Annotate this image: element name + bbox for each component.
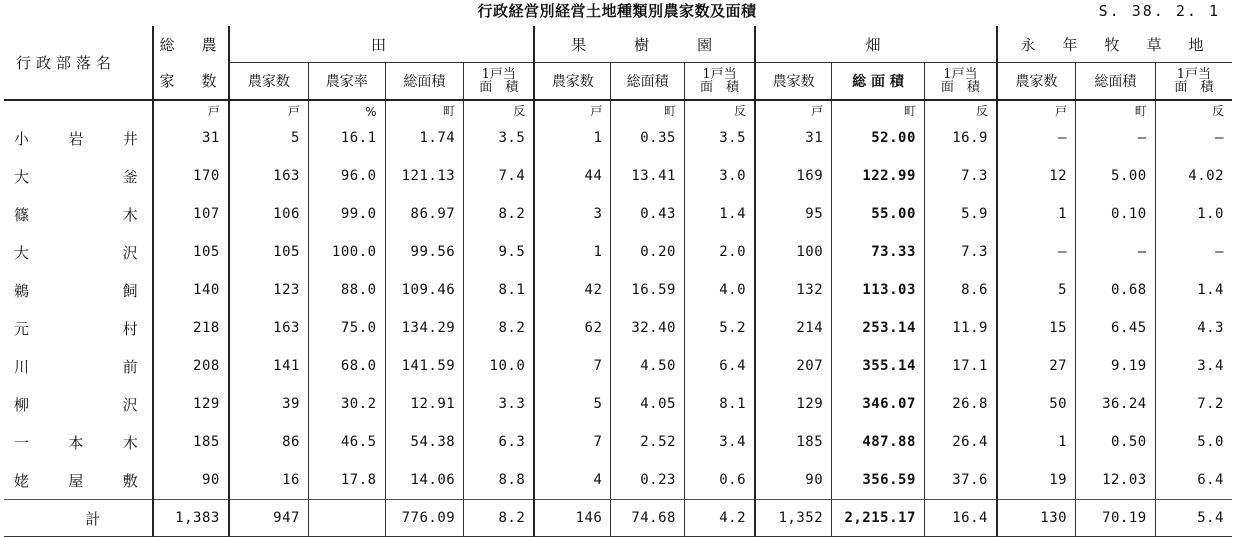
table-cell: 2.0 <box>684 233 755 271</box>
table-cell: 355.14 <box>832 347 925 385</box>
table-cell: 99.0 <box>308 195 385 233</box>
table-cell: 113.03 <box>832 271 925 309</box>
table-cell: 50 <box>997 385 1076 423</box>
table-cell: 12.91 <box>385 385 464 423</box>
table-cell: — <box>1076 233 1156 271</box>
header-group-orchard: 果 樹 園 <box>534 26 755 63</box>
village-name-char: 本 <box>68 433 84 452</box>
table-cell: 0.6 <box>684 461 755 500</box>
table-cell: 0.50 <box>1076 423 1156 461</box>
table-cell: 8.1 <box>464 271 535 309</box>
village-name-char: 屋 <box>68 471 84 490</box>
table-cell: 3.4 <box>684 423 755 461</box>
table-cell: 4.2 <box>684 500 755 537</box>
header-field-households: 農家数 <box>755 63 832 101</box>
table-cell: 146 <box>534 500 611 537</box>
table-cell: 100.0 <box>308 233 385 271</box>
table-cell: 68.0 <box>308 347 385 385</box>
table-cell: 1.74 <box>385 119 464 157</box>
village-name-char: 大 <box>14 243 30 262</box>
table-cell: 6.45 <box>1076 309 1156 347</box>
table-cell: 95 <box>755 195 832 233</box>
village-name-char: 鵜 <box>14 281 30 300</box>
table-cell: 141.59 <box>385 347 464 385</box>
table-cell: 5 <box>229 119 309 157</box>
table-cell: 0.10 <box>1076 195 1156 233</box>
table-cell: 42 <box>534 271 611 309</box>
table-row <box>4 195 1232 233</box>
village-name-char: 前 <box>122 357 139 376</box>
village-name <box>4 233 153 271</box>
unit-label: 町 <box>832 100 925 119</box>
table-cell: 1.4 <box>1155 271 1232 309</box>
table-cell: 7.3 <box>924 233 997 271</box>
table-cell: 253.14 <box>832 309 925 347</box>
header-group-field: 畑 <box>755 26 997 63</box>
village-name <box>4 309 153 347</box>
header-rice-households: 農家数 <box>229 63 309 101</box>
table-cell: 7 <box>534 423 611 461</box>
table-cell: 106 <box>229 195 309 233</box>
table-cell: 134.29 <box>385 309 464 347</box>
table-cell: 96.0 <box>308 157 385 195</box>
table-cell: 36.24 <box>1076 385 1156 423</box>
table-cell: 52.00 <box>832 119 925 157</box>
unit-label: % <box>308 100 385 119</box>
table-cell: — <box>1076 119 1156 157</box>
village-name-char: 敷 <box>122 471 139 490</box>
table-cell: 207 <box>755 347 832 385</box>
table-cell: 346.07 <box>832 385 925 423</box>
header-total-households-bottom: 家 数 <box>153 63 229 101</box>
header-field-area: 総 面 積 <box>832 63 925 101</box>
table-cell: 141 <box>229 347 309 385</box>
table-cell: 12 <box>997 157 1076 195</box>
unit-label: 戸 <box>534 100 611 119</box>
table-cell: 5.9 <box>924 195 997 233</box>
table-cell: 86.97 <box>385 195 464 233</box>
village-name-char: 小 <box>14 129 30 148</box>
table-cell: 208 <box>153 347 229 385</box>
table-cell: 105 <box>153 233 229 271</box>
table-cell: 9.5 <box>464 233 535 271</box>
header-orchard-per-household: 1戸当 面 積 <box>684 63 755 101</box>
table-cell: 31 <box>153 119 229 157</box>
table-row <box>4 233 1232 271</box>
table-cell: 4 <box>534 461 611 500</box>
table-cell: 16.1 <box>308 119 385 157</box>
village-name-char: 沢 <box>122 243 139 262</box>
table-cell: 109.46 <box>385 271 464 309</box>
unit-label: 町 <box>1076 100 1156 119</box>
table-cell: 15 <box>997 309 1076 347</box>
village-name <box>4 500 153 537</box>
village-name <box>4 271 153 309</box>
table-cell: 90 <box>755 461 832 500</box>
village-name-char: 篠 <box>14 205 30 224</box>
table-cell: 6.4 <box>1155 461 1232 500</box>
table-cell: 5 <box>534 385 611 423</box>
table-cell: 3.0 <box>684 157 755 195</box>
header-pasture-per-household: 1戸当 面 積 <box>1155 63 1232 101</box>
table-cell: 0.23 <box>611 461 685 500</box>
table-cell: 44 <box>534 157 611 195</box>
unit-blank <box>4 100 153 119</box>
table-cell: 8.2 <box>464 195 535 233</box>
table-cell: 46.5 <box>308 423 385 461</box>
survey-date: S. 38. 2. 1 <box>1098 2 1220 20</box>
village-name <box>4 461 153 500</box>
table-cell: 31 <box>755 119 832 157</box>
village-name-char: 川 <box>14 357 30 376</box>
table-cell: 86 <box>229 423 309 461</box>
table-cell: 62 <box>534 309 611 347</box>
unit-label: 戸 <box>755 100 832 119</box>
header-total-households-top: 総 農 <box>153 26 229 63</box>
village-name <box>4 119 153 157</box>
table-cell: 8.2 <box>464 500 535 537</box>
header-rice-per-household: 1戸当 面 積 <box>464 63 535 101</box>
table-cell: 8.6 <box>924 271 997 309</box>
village-name-char: 計 <box>85 509 101 528</box>
village-name-char: 飼 <box>122 281 139 300</box>
table-cell: 26.8 <box>924 385 997 423</box>
table-cell: 3.4 <box>1155 347 1232 385</box>
table-cell: 1,352 <box>755 500 832 537</box>
village-name-char: 元 <box>14 319 30 338</box>
table-cell: — <box>997 233 1076 271</box>
table-cell: 27 <box>997 347 1076 385</box>
table-cell: 8.8 <box>464 461 535 500</box>
table-cell: 5.4 <box>1155 500 1232 537</box>
table-cell: 122.99 <box>832 157 925 195</box>
table-cell: 185 <box>153 423 229 461</box>
table-cell: 55.00 <box>832 195 925 233</box>
village-name-char: 沢 <box>122 395 139 414</box>
table-cell: 487.88 <box>832 423 925 461</box>
unit-label: 町 <box>385 100 464 119</box>
table-cell: 19 <box>997 461 1076 500</box>
unit-label: 戸 <box>997 100 1076 119</box>
table-cell: 1 <box>534 233 611 271</box>
table-cell: — <box>997 119 1076 157</box>
table-cell: 7.3 <box>924 157 997 195</box>
table-cell: 12.03 <box>1076 461 1156 500</box>
village-name-char: 釜 <box>122 167 139 186</box>
table-cell: 100 <box>755 233 832 271</box>
table-row <box>4 423 1232 461</box>
table-cell: 356.59 <box>832 461 925 500</box>
table-cell: 4.0 <box>684 271 755 309</box>
table-cell: 163 <box>229 157 309 195</box>
unit-label: 町 <box>611 100 685 119</box>
unit-label: 戸 <box>229 100 309 119</box>
header-rice-area: 総面積 <box>385 63 464 101</box>
table-cell: 130 <box>997 500 1076 537</box>
header-group-pasture: 永 年 牧 草 地 <box>997 26 1232 63</box>
village-name-char: 柳 <box>14 395 30 414</box>
table-row <box>4 157 1232 195</box>
table-row <box>4 309 1232 347</box>
header-village-name: 行政部落名 <box>4 26 153 100</box>
table-cell: 7 <box>534 347 611 385</box>
table-cell: 26.4 <box>924 423 997 461</box>
village-name-char: 村 <box>122 319 139 338</box>
table-cell: 8.1 <box>684 385 755 423</box>
table-cell: 13.41 <box>611 157 685 195</box>
table-cell: 16.9 <box>924 119 997 157</box>
table-cell: 1 <box>997 423 1076 461</box>
village-name <box>4 385 153 423</box>
table-cell: 0.43 <box>611 195 685 233</box>
table-cell: 170 <box>153 157 229 195</box>
table-row <box>4 347 1232 385</box>
table-cell: 107 <box>153 195 229 233</box>
table-cell: 14.06 <box>385 461 464 500</box>
table-cell: 5 <box>997 271 1076 309</box>
table-cell: 129 <box>755 385 832 423</box>
village-name <box>4 195 153 233</box>
table-cell: 5.00 <box>1076 157 1156 195</box>
village-name-char: 岩 <box>68 129 84 148</box>
table-cell: 3.5 <box>684 119 755 157</box>
units-row <box>4 100 1232 119</box>
header-field-per-household: 1戸当 面 積 <box>924 63 997 101</box>
table-cell: 17.8 <box>308 461 385 500</box>
table-cell: 0.68 <box>1076 271 1156 309</box>
table-cell: 70.19 <box>1076 500 1156 537</box>
village-name-char: 姥 <box>14 471 30 490</box>
table-row <box>4 271 1232 309</box>
table-cell: 74.68 <box>611 500 685 537</box>
village-name <box>4 423 153 461</box>
unit-label: 反 <box>464 100 535 119</box>
table-cell: 105 <box>229 233 309 271</box>
table-cell: 947 <box>229 500 309 537</box>
unit-label: 反 <box>924 100 997 119</box>
header-row-columns <box>4 63 1232 101</box>
table-cell: 75.0 <box>308 309 385 347</box>
table-cell: 16.4 <box>924 500 997 537</box>
table-cell: 214 <box>755 309 832 347</box>
total-row <box>4 500 1232 537</box>
table-cell: 185 <box>755 423 832 461</box>
table-cell: 2,215.17 <box>832 500 925 537</box>
farm-households-table <box>4 26 1232 537</box>
table-cell: 132 <box>755 271 832 309</box>
table-cell: 16.59 <box>611 271 685 309</box>
header-pasture-area: 総面積 <box>1076 63 1156 101</box>
table-cell: 4.02 <box>1155 157 1232 195</box>
village-name-char: 井 <box>122 129 139 148</box>
table-cell: 5.0 <box>1155 423 1232 461</box>
table-cell: 17.1 <box>924 347 997 385</box>
table-cell: 10.0 <box>464 347 535 385</box>
table-cell: 8.2 <box>464 309 535 347</box>
table-cell: 169 <box>755 157 832 195</box>
table-cell: 1 <box>997 195 1076 233</box>
table-row <box>4 385 1232 423</box>
table-cell: — <box>1155 233 1232 271</box>
header-rice-rate: 農家率 <box>308 63 385 101</box>
table-cell: 0.35 <box>611 119 685 157</box>
table-cell: 2.52 <box>611 423 685 461</box>
unit-label: 戸 <box>153 100 229 119</box>
table-cell: 1,383 <box>153 500 229 537</box>
table-cell: 123 <box>229 271 309 309</box>
table-cell: 7.2 <box>1155 385 1232 423</box>
village-name <box>4 157 153 195</box>
village-name <box>4 347 153 385</box>
table-cell: 129 <box>153 385 229 423</box>
table-cell: 9.19 <box>1076 347 1156 385</box>
table-cell: 3 <box>534 195 611 233</box>
table-cell: 1 <box>534 119 611 157</box>
unit-label: 反 <box>1155 100 1232 119</box>
table-cell: 1.0 <box>1155 195 1232 233</box>
table-cell: 4.3 <box>1155 309 1232 347</box>
table-cell: 5.2 <box>684 309 755 347</box>
village-name-char: 木 <box>122 205 139 224</box>
table-cell <box>308 500 385 537</box>
table-cell: 73.33 <box>832 233 925 271</box>
header-pasture-households: 農家数 <box>997 63 1076 101</box>
table-row <box>4 119 1232 157</box>
table-cell: 37.6 <box>924 461 997 500</box>
table-cell: 88.0 <box>308 271 385 309</box>
table-cell: 121.13 <box>385 157 464 195</box>
village-name-char: 一 <box>14 433 30 452</box>
table-row <box>4 461 1232 500</box>
header-orchard-area: 総面積 <box>611 63 685 101</box>
table-title: 行政経営別経営土地種類別農家数及面積 <box>477 2 757 20</box>
table-cell: 6.3 <box>464 423 535 461</box>
table-cell: 6.4 <box>684 347 755 385</box>
table-cell: 30.2 <box>308 385 385 423</box>
village-name-char: 木 <box>122 433 139 452</box>
table-cell: 90 <box>153 461 229 500</box>
header-group-rice-paddy: 田 <box>229 26 534 63</box>
table-cell: 3.3 <box>464 385 535 423</box>
table-cell: 4.05 <box>611 385 685 423</box>
table-cell: 16 <box>229 461 309 500</box>
table-cell: 218 <box>153 309 229 347</box>
table-cell: 140 <box>153 271 229 309</box>
table-cell: 0.20 <box>611 233 685 271</box>
village-name-char: 大 <box>14 167 30 186</box>
table-cell: 776.09 <box>385 500 464 537</box>
table-cell: 4.50 <box>611 347 685 385</box>
table-cell: — <box>1155 119 1232 157</box>
table-cell: 163 <box>229 309 309 347</box>
table-cell: 3.5 <box>464 119 535 157</box>
table-cell: 32.40 <box>611 309 685 347</box>
header-row-groups <box>4 26 1232 63</box>
table-cell: 1.4 <box>684 195 755 233</box>
table-cell: 99.56 <box>385 233 464 271</box>
unit-label: 反 <box>684 100 755 119</box>
table-cell: 7.4 <box>464 157 535 195</box>
table-cell: 39 <box>229 385 309 423</box>
table-cell: 11.9 <box>924 309 997 347</box>
table-cell: 54.38 <box>385 423 464 461</box>
header-orchard-households: 農家数 <box>534 63 611 101</box>
